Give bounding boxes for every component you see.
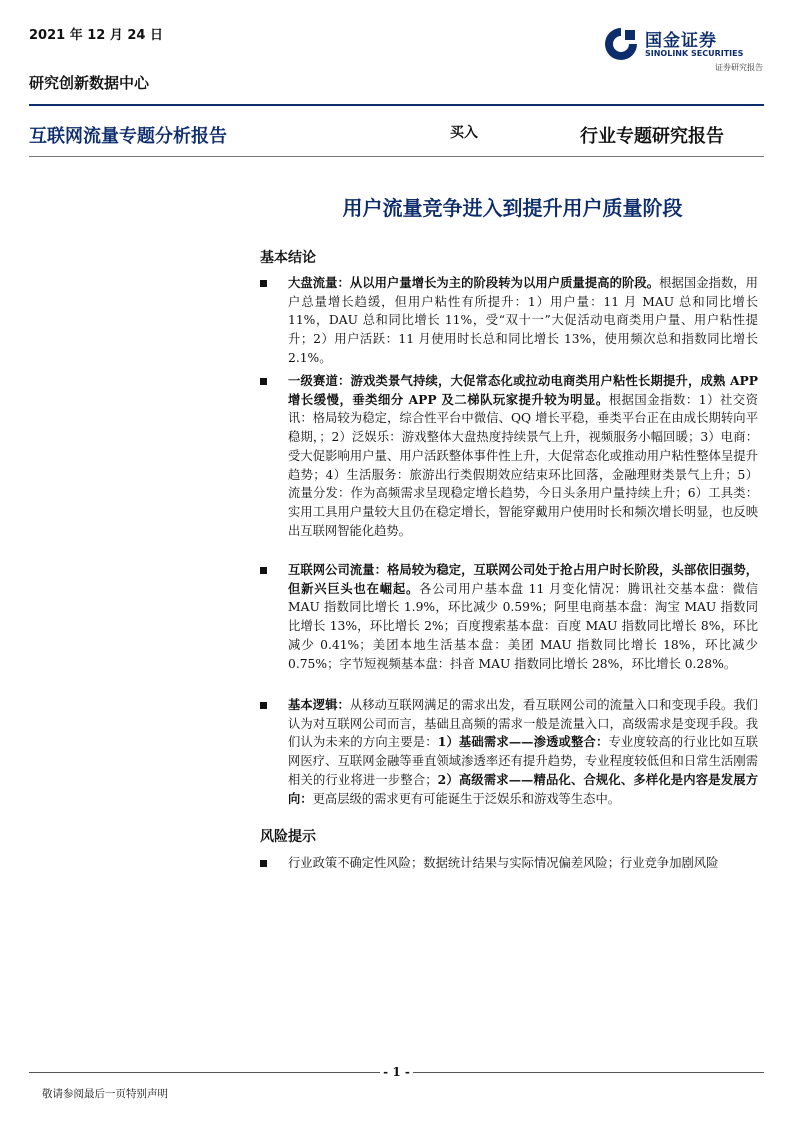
bullet-text: 根据国金指数，用户总量增长趋缓，但用户粘性有所提升：1）用户量：11 月 MAU 总和同比增长 11%，DAU 总和同比增长 11%，受“双十一”大促活动电商类用户量、用户粘性提升；2）用户活跃：11 月使用时长总和同比增长 13%，使用频次总和指数同比增长 2.1%。 bbox=[288, 276, 758, 365]
bullet-icon bbox=[260, 378, 267, 385]
bullet-icon bbox=[260, 860, 267, 867]
header-divider bbox=[29, 104, 764, 106]
bullet-text: 从移动互联网满足的需求出发，看互联网公司的流量入口和变现手段。我们认为对互联网公司而言，基础且高频的需求一般是流量入口，高级需求是变现手段。我们认为未来的方向主要是： bbox=[288, 698, 758, 750]
research-center: 研究创新数据中心 bbox=[29, 74, 150, 92]
main-title: 用户流量竞争进入到提升用户质量阶段 bbox=[342, 196, 683, 220]
risk-heading: 风险提示 bbox=[260, 829, 316, 845]
rating: 买入 bbox=[450, 125, 478, 141]
bullet-lead: 互联网公司流量：格局较为稳定，互联网公司处于抢占用户时长阶段，头部依旧强势，但新兴巨头也在崛起。 bbox=[288, 562, 758, 596]
footer-disclaimer: 敬请参阅最后一页特别声明 bbox=[42, 1088, 168, 1100]
risk-paragraph: 行业政策不确定性风险；数据统计结果与实际情况偏差风险；行业竞争加剧风险 bbox=[288, 856, 719, 870]
bullet-icon bbox=[260, 280, 267, 287]
logo-subtitle: 证券研究报告 bbox=[715, 63, 763, 72]
report-date: 2021 年 12 月 24 日 bbox=[29, 28, 163, 43]
bullet-icon bbox=[260, 567, 267, 574]
bullet-paragraph bbox=[288, 274, 758, 368]
logo-emblem-icon bbox=[603, 26, 639, 62]
logo-english: SINOLINK SECURITIES bbox=[645, 49, 744, 58]
company-logo bbox=[603, 24, 763, 74]
bullet-text-2: 专业度较高的行业比如互联网医疗、互联网金融等垂直领域渗透率还有提升趋势，专业程度较低但和日常生活刚需相关的行业将进一步整合； bbox=[288, 735, 758, 787]
report-title: 互联网流量专题分析报告 bbox=[29, 126, 227, 147]
bullet-lead-3: 2）高级需求——精品化、合规化、多样化是内容是发展方向： bbox=[288, 771, 758, 806]
logo-chinese: 国金证券 bbox=[645, 31, 717, 51]
page-number: - 1 - bbox=[380, 1065, 413, 1079]
bullet-text: 各公司用户基本盘 11 月变化情况：腾讯社交基本盘：微信 MAU 指数同比增长 1.9%，环比减少 0.59%；阿里电商基本盘：淘宝 MAU 指数同比增长 13%，环比增长 2%；百度搜索基本盘：百度 MAU 指数同比增长 8%，环比减少 0.41%；美团本地生活基本盘：美团 MAU 指数同比增长 18%，环比减少 0.75%；字节短视频基本盘：抖音 MAU 指数同比增长 28%，环比增长 0.28%。 bbox=[288, 581, 758, 671]
title-divider bbox=[29, 156, 764, 157]
bullet-lead: 一级赛道：游戏类景气持续，大促常态化或拉动电商类用户粘性长期提升，成熟 APP 增长缓慢，垂类细分 APP 及二梯队玩家提升较为明显。 bbox=[288, 373, 758, 407]
bullet-text: 根据国金指数：1）社交资讯：格局较为稳定，综合性平台中微信、QQ 增长平稳，垂类平台正在由成长期转向平稳期，；2）泛娱乐：游戏整体大盘热度持续景气上升，视频服务小幅回暖；3）电商：受大促影响用户量、用户活跃整体事件性上升，大促常态化或推动用户粘性整体呈提升趋势；4）生活服务：旅游出行类假期效应结束环比回落，金融理财类景气上升；5）流量分发：作为高频需求呈现稳定增长趋势，今日头条用户量持续上升；6）工具类：实用工具用户量较大且仍在稳定增长，智能穿戴用户使用时长和频次增长明显，也反映出互联网智能化趋势。 bbox=[288, 392, 758, 538]
bullet-text-3: 更高层级的需求更有可能诞生于泛娱乐和游戏等生态中。 bbox=[312, 791, 621, 806]
bullet-icon bbox=[260, 702, 267, 709]
bullet-lead: 基本逻辑： bbox=[288, 697, 350, 712]
bullet-paragraph bbox=[288, 372, 758, 540]
bullet-lead: 大盘流量：从以用户量增长为主的阶段转为以用户质量提高的阶段。 bbox=[288, 275, 660, 290]
bullet-lead-2: 1）基础需求——渗透或整合： bbox=[437, 734, 609, 750]
report-type: 行业专题研究报告 bbox=[580, 126, 724, 147]
bullet-paragraph bbox=[288, 696, 758, 808]
bullet-paragraph bbox=[288, 561, 758, 673]
conclusion-heading: 基本结论 bbox=[260, 250, 316, 266]
